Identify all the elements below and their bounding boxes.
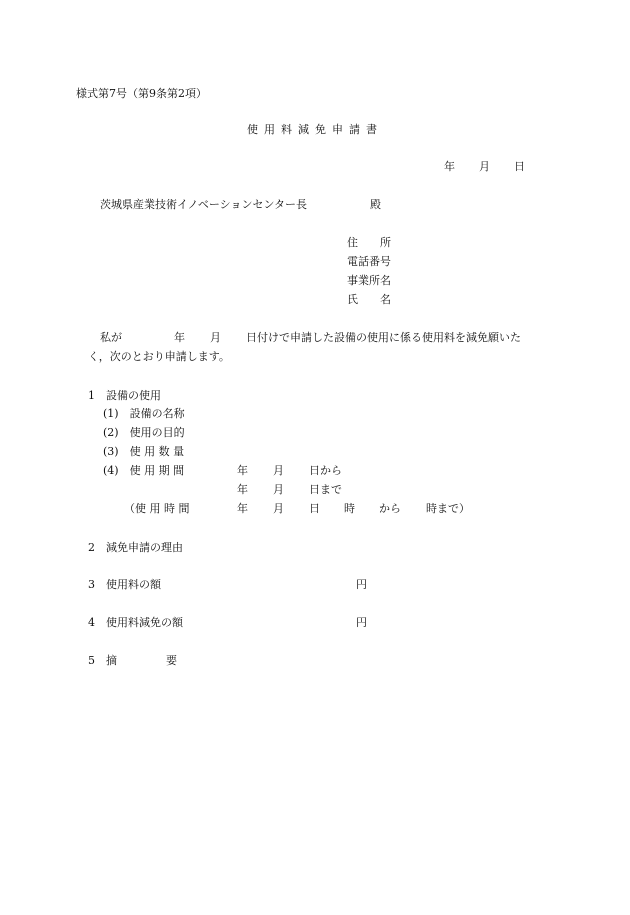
intro-line1-rest: 日付けで申請した設備の使用に係る使用料を減免願いた <box>246 331 521 344</box>
intro-month: 月 <box>210 331 221 344</box>
document-title: 使用料減免申請書 <box>247 123 383 136</box>
section5-label-2: 要 <box>166 654 177 667</box>
time-hour-from: 時 <box>344 502 355 515</box>
applicant-name-label: 氏 名 <box>347 293 391 306</box>
usage-time-label: （使 用 時 間 <box>124 502 190 515</box>
addressee-honorific: 殿 <box>370 198 381 211</box>
period-to-day: 日まで <box>309 483 342 496</box>
date-year[interactable]: 年 <box>444 160 455 173</box>
usage-quantity-label: (3) 使 用 数 量 <box>103 445 185 458</box>
period-to-year: 年 <box>237 483 248 496</box>
section4-yen: 円 <box>356 616 367 629</box>
section3-yen: 円 <box>356 578 367 591</box>
equipment-name-label: (1) 設備の名称 <box>103 407 185 420</box>
time-day: 日 <box>309 502 320 515</box>
intro-line2: く，次のとおり申請します。 <box>88 350 230 363</box>
period-to-month: 月 <box>273 483 284 496</box>
section1-heading: 1 設備の使用 <box>88 389 161 402</box>
date-day[interactable]: 日 <box>514 160 525 173</box>
applicant-phone-label: 電話番号 <box>347 255 391 268</box>
period-from-day: 日から <box>309 464 342 477</box>
intro-year: 年 <box>174 331 185 344</box>
section5-label-1: 摘 <box>106 654 117 667</box>
section4-heading: 4 使用料減免の額 <box>88 616 183 629</box>
form-number: 様式第7号（第9条第2項） <box>76 87 207 100</box>
section5-number: 5 <box>88 654 95 667</box>
time-hour-to: 時まで） <box>426 502 470 515</box>
section3-heading: 3 使用料の額 <box>88 578 161 591</box>
applicant-address-label: 住 所 <box>347 236 391 249</box>
period-from-year: 年 <box>237 464 248 477</box>
section2-heading: 2 減免申請の理由 <box>88 541 183 554</box>
addressee-name: 茨城県産業技術イノベーションセンター長 <box>100 198 308 211</box>
applicant-business-label: 事業所名 <box>347 274 391 287</box>
period-from-month: 月 <box>273 464 284 477</box>
time-from: から <box>379 502 401 515</box>
intro-prefix: 私が <box>100 331 122 344</box>
time-year: 年 <box>237 502 248 515</box>
time-month: 月 <box>273 502 284 515</box>
date-month[interactable]: 月 <box>479 160 490 173</box>
usage-purpose-label: (2) 使用の目的 <box>103 426 185 439</box>
usage-period-label: (4) 使 用 期 間 <box>103 464 185 477</box>
